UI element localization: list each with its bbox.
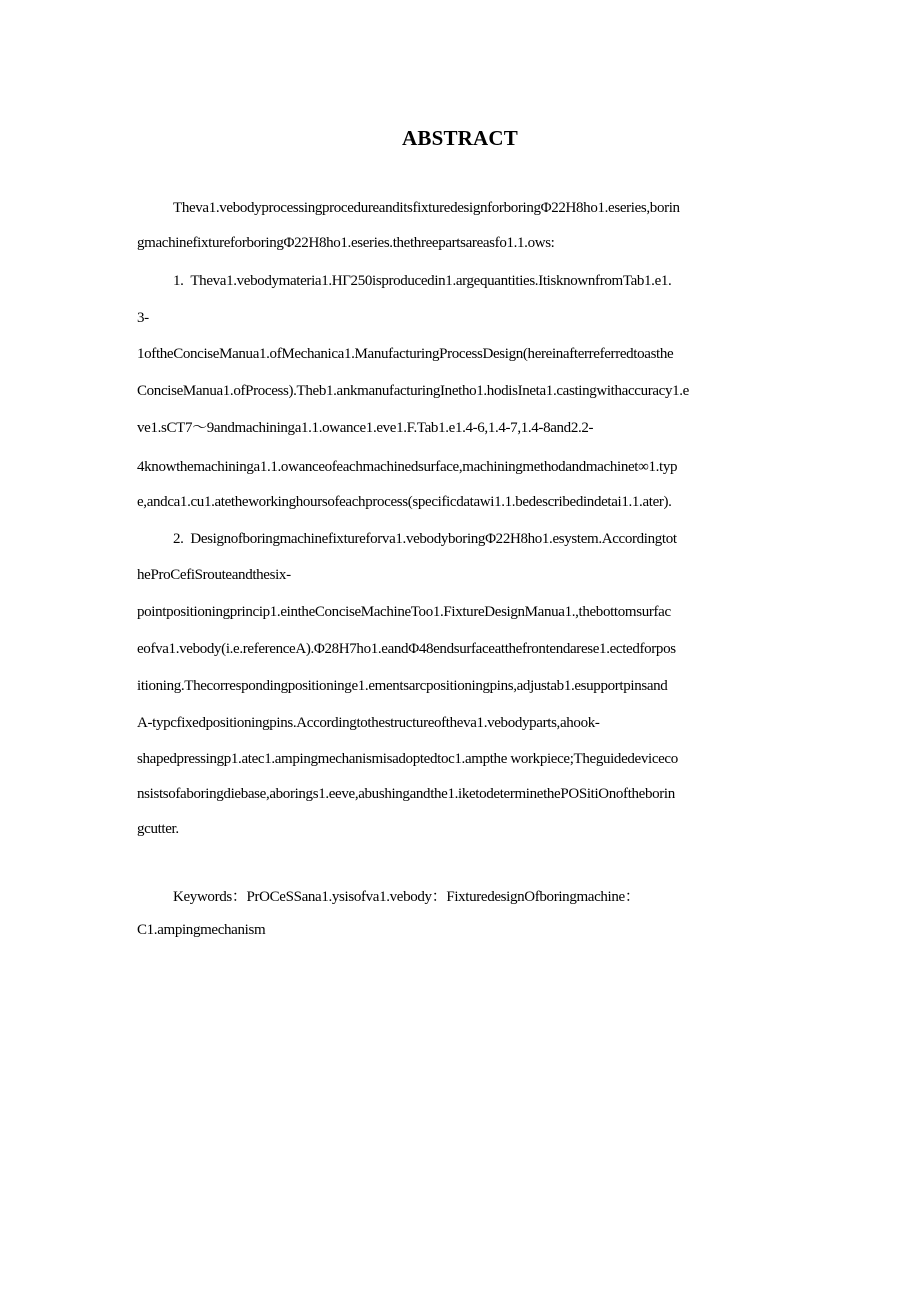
keywords-line-2: C1.ampingmechanism — [137, 922, 266, 938]
list-item-2: 2. Designofboringmachinefixtureforva1.vebodyboringΦ22H8ho1.esystem.Accordingtot — [173, 531, 677, 547]
keywords-line-1: Keywords：PrOCeSSana1.ysisofva1.vebody：FixturedesignOfboringmachine： — [173, 889, 640, 905]
abstract-line-13: eofva1.vebody(i.e.referenceA).Φ28H7ho1.eandΦ48endsurfaceatthefrontendarese1.ectedforpos — [137, 641, 676, 657]
abstract-line-2: gmachinefixtureforboringΦ22H8ho1.eseries.thethreepartsareasfo1.1.ows: — [137, 235, 555, 251]
abstract-line-5: 1oftheConciseManua1.ofMechanica1.ManufacturingProcessDesign(hereinafterreferredtoasthe — [137, 346, 674, 362]
abstract-title: ABSTRACT — [402, 126, 518, 150]
abstract-line-4: 3- — [137, 310, 149, 326]
abstract-line-6: ConciseManua1.ofProcess).Theb1.ankmanufacturingInetho1.hodisIneta1.castingwithaccuracy1.e — [137, 383, 689, 399]
abstract-line-16: shapedpressingp1.atec1.ampingmechanismisadoptedtoc1.ampthe workpiece;Theguidedeviceco — [137, 751, 678, 767]
list-item-1: 1. Theva1.vebodymateria1.HΓ250isproducedin1.argequantities.ItisknownfromTab1.e1. — [173, 273, 672, 289]
abstract-line-18: gcutter. — [137, 821, 179, 837]
abstract-line-14: itioning.Thecorrespondingpositioninge1.ementsarcpositioningpins,adjustab1.esupportpinsand — [137, 678, 668, 694]
abstract-line-1: Theva1.vebodyprocessingprocedureanditsfixturedesignforboringΦ22H8ho1.eseries,borin — [173, 200, 680, 216]
abstract-line-8: 4knowthemachininga1.1.owanceofeachmachinedsurface,machiningmethodandmachinet∞1.typ — [137, 459, 678, 475]
abstract-line-17: nsistsofaboringdiebase,aborings1.eeve,abushingandthe1.iketodeterminethePOSitiOnoftheborin — [137, 786, 675, 802]
abstract-line-7: ve1.sCT7～9andmachininga1.1.owance1.eve1.F.Tab1.e1.4-6,1.4-7,1.4-8and2.2- — [137, 420, 594, 436]
abstract-line-11: heProCefiSrouteandthesix- — [137, 567, 291, 583]
abstract-line-9: e,andca1.cu1.atetheworkinghoursofeachprocess(specificdatawi1.1.bedescribedindetai1.1.ater). — [137, 494, 672, 510]
abstract-line-12: pointpositioningprincip1.eintheConciseMachineToo1.FixtureDesignManua1.,thebottomsurfac — [137, 604, 671, 620]
abstract-line-15: A-typcfixedpositioningpins.Accordingtothestructureoftheva1.vebodyparts,ahook- — [137, 715, 600, 731]
